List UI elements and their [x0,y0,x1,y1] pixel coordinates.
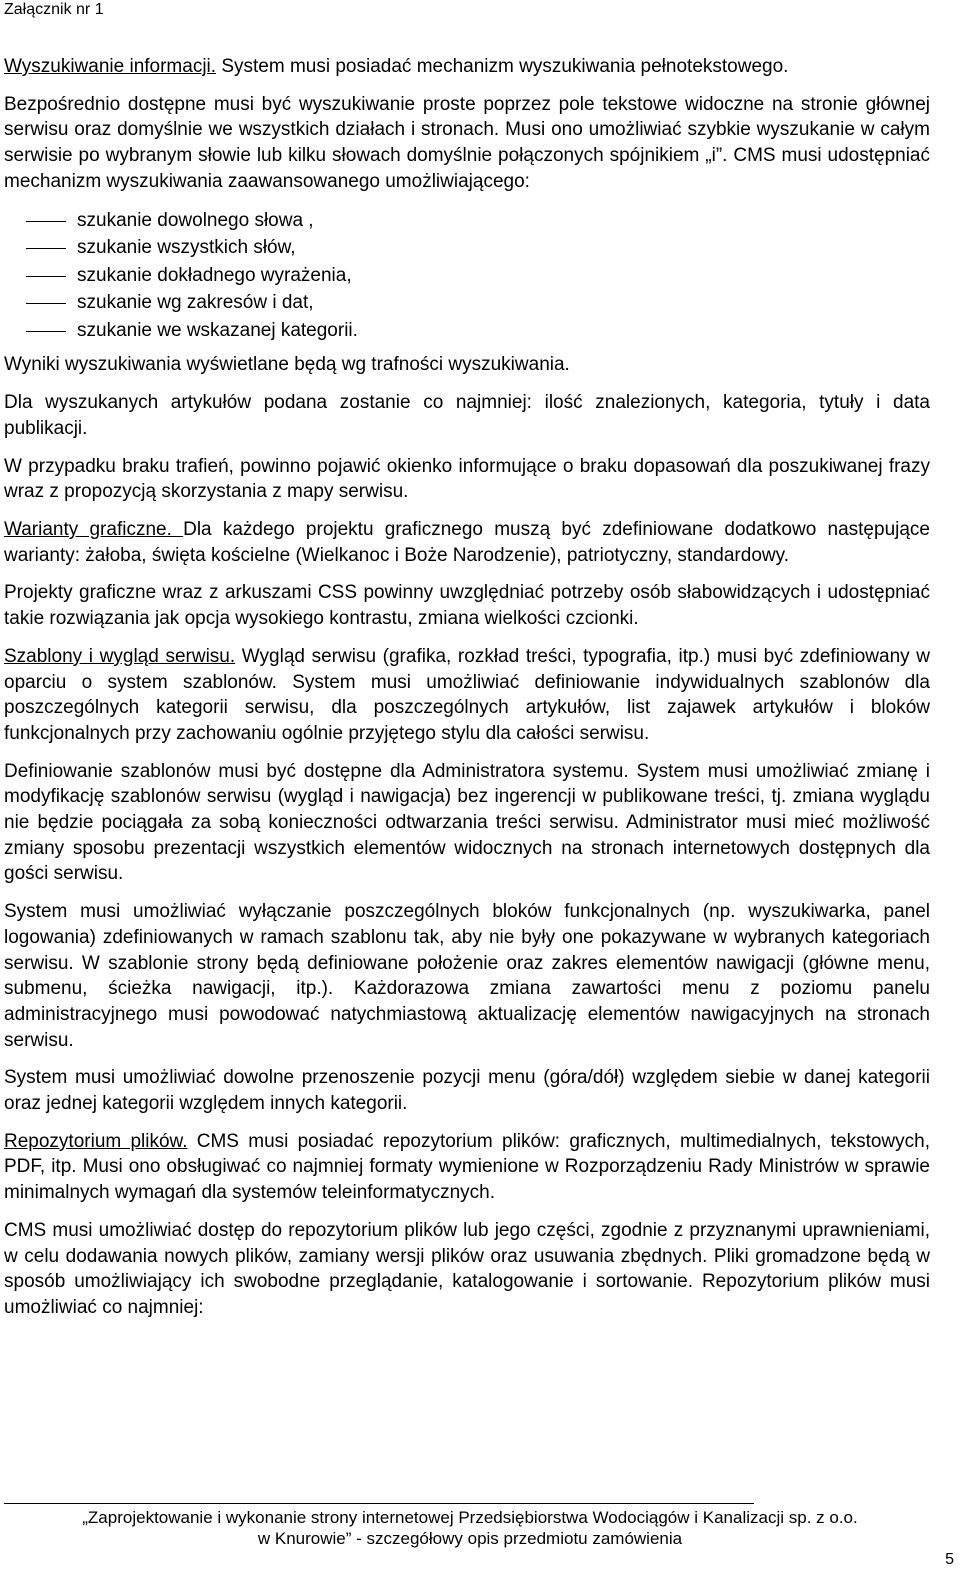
dash-bullet [26,331,66,332]
repository-intro-text: CMS musi posiadać repozytorium plików: graficznych, multimedialnych, tekstowych, PDF, itp. Musi ono obsługiwać co najmniej formaty wymienione w Rozporządzeniu Rady Ministrów w sprawie minimalnych wymagań dla systemów teleinformatycznych. [4,1130,930,1204]
dash-bullet [26,276,66,277]
paragraph-graphics-intro [4,517,930,568]
dash-bullet [26,303,66,304]
paragraph-search-no-match: W przypadku braku trafień, powinno pojawić okienko informujące o braku dopasowań dla poszukiwanej frazy wraz z propozycją skorzystania z mapy serwisu. [4,455,930,503]
list-item-text: szukanie we wskazanej kategorii. [77,319,358,341]
templates-intro-text: Wygląd serwisu (grafika, rozkład treści, typografia, itp.) musi być zdefiniowany w oparciu o system szablonów. System musi umożliwiać definiowanie indywidualnych szablonów dla poszczególnych kategorii serwisu, dla poszczególnych artykułów, list zajawek artykułów i bloków funkcjonalnych przy zachowaniu ogólnie przyjętego stylu dla całości serwisu. [4,645,930,744]
list-item [4,289,930,317]
section-heading-repository: Repozytorium plików. [4,1130,188,1152]
paragraph-templates-intro [4,644,930,747]
dash-bullet [26,248,66,249]
paragraph-templates-menu: System musi umożliwiać dowolne przenoszenie pozycji menu (góra/dół) względem siebie w danej kategorii oraz jednej kategorii względem innych kategorii. [4,1067,930,1115]
list-item [4,207,930,235]
paragraph-graphics-accessibility: Projekty graficzne wraz z arkuszami CSS powinny uwzględniać potrzeby osób słabowidzących i udostępniać takie rozwiązania jak opcja wysokiego kontrastu, zmiana wielkości czcionki. [4,582,930,630]
attachment-label: Załącznik nr 1 [4,1,104,18]
paragraph-search-results: Wyniki wyszukiwania wyświetlane będą wg trafności wyszukiwania. [4,354,570,376]
list-item-text: szukanie dowolnego słowa , [77,209,314,231]
section-heading-graphics: Warianty graficzne. [4,519,184,540]
paragraph-repository-intro [4,1129,930,1206]
list-item [4,234,930,262]
list-item [4,317,930,345]
paragraph-templates-blocks: System musi umożliwiać wyłączanie poszczególnych bloków funkcjonalnych (np. wyszukiwarka, panel logowania) zdefiniowanych w ramach szablonu tak, aby nie były one pokazywane w wybranych kategoriach serwisu. W szablonie strony będą definiowane położenie oraz zakres elementów nawigacji (główne menu, submenu, ścieżka nawigacji, itp.). Każdorazowa zmiana zawartości menu z poziomu panelu administracyjnego musi powodować natychmiastową aktualizację elementów nawigacyjnych na stronach serwisu. [4,901,930,1051]
list-item-text: szukanie wszystkich słów, [77,237,296,259]
page-footer [0,1507,940,1549]
paragraph-search-details: Dla wyszukanych artykułów podana zostanie co najmniej: ilość znalezionych, kategoria, tytuły i data publikacji. [4,392,930,439]
list-item-text: szukanie dokładnego wyrażenia, [77,264,352,286]
section-heading-templates: Szablony i wygląd serwisu. [4,645,236,667]
list-item [4,262,930,290]
paragraph-repository-access: CMS musi umożliwiać dostęp do repozytorium plików lub jego części, zgodnie z przyznanymi uprawnieniami, w celu dodawania nowych plików, zamiany wersji plików oraz usuwania zbędnych. Pliki gromadzone będą w sposób umożliwiający ich swobodne przeglądanie, katalogowanie i sortowanie. Repozytorium plików musi umożliwiać co najmniej: [4,1219,930,1318]
footer-line-1: „Zaprojektowanie i wykonanie strony internetowej Przedsiębiorstwa Wodociągów i Kanalizacji sp. z o.o. [82,1508,858,1527]
document-body [4,54,930,1321]
dash-bullet [26,221,66,222]
list-item-text: szukanie wg zakresów i dat, [77,292,314,314]
paragraph-search-body: Bezpośrednio dostępne musi być wyszukiwanie proste poprzez pole tekstowe widoczne na stronie głównej serwisu oraz domyślnie we wszystkich działach i stronach. Musi ono umożliwiać szybkie wyszukanie w całym serwisie po wybranym słowie lub kilku słowach domyślnie połączonych spójnikiem „i”. CMS musi udostępniać mechanizm wyszukiwania zaawansowanego umożliwiającego: [4,93,930,192]
page-number: 5 [945,1551,954,1568]
section-heading-search: Wyszukiwanie informacji. [4,56,217,77]
graphics-intro-text: Dla każdego projektu graficznego muszą być zdefiniowane dodatkowo następujące warianty: żałoba, święta kościelne (Wielkanoc i Boże Narodzenie), patriotyczny, standardowy. [4,519,930,566]
footer-divider [4,1503,754,1504]
footer-line-2: w Knurowie” - szczegółowy opis przedmiotu zamówienia [257,1529,683,1548]
paragraph-templates-admin: Definiowanie szablonów musi być dostępne dla Administratora systemu. System musi umożliwiać zmianę i modyfikację szablonów serwisu (wygląd i nawigacja) bez ingerencji w publikowane treści, tj. zmiana wyglądu nie będzie pociągała za sobą konieczności odtwarzania treści serwisu. Administrator musi mieć możliwość zmiany sposobu prezentacji wszystkich elementów widocznych na stronach internetowych dostępnych dla gości serwisu. [4,760,930,885]
paragraph-search-intro [4,54,930,80]
search-intro-text: System musi posiadać mechanizm wyszukiwania pełnotekstowego. [216,56,789,77]
advanced-search-list [4,207,930,345]
